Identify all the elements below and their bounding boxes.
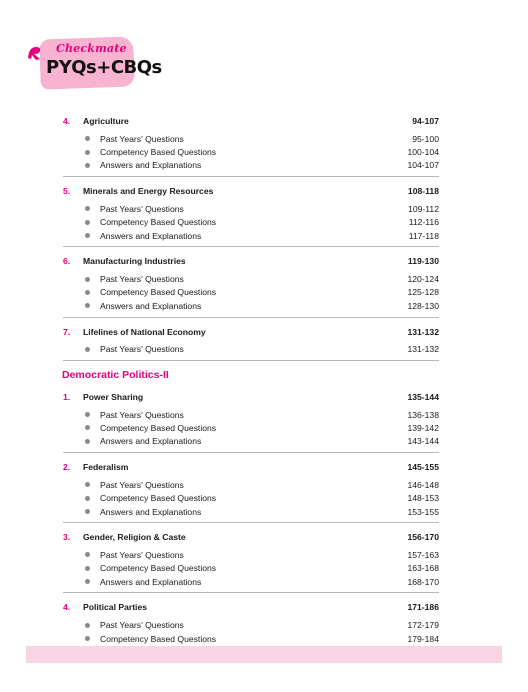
bullet-icon	[85, 496, 90, 501]
bullet-icon	[85, 347, 90, 352]
sub-item-pages: 112-116	[408, 217, 439, 228]
bullet-icon	[85, 425, 90, 430]
logo-main-text: PYQs+CBQs	[46, 57, 162, 78]
toc-sub-item	[63, 408, 439, 421]
bullet-icon	[85, 206, 90, 211]
chapter-section	[63, 459, 439, 523]
bullet-icon	[85, 233, 90, 238]
sub-item-pages: 125-128	[407, 287, 439, 298]
bullet-icon	[85, 636, 90, 641]
sub-item-label: Past Years' Questions	[100, 409, 184, 420]
chapter-section	[63, 389, 439, 453]
chapter-number: 4.	[63, 602, 71, 613]
sub-item-label: Past Years' Questions	[100, 549, 184, 560]
sub-item-label: Past Years' Questions	[100, 203, 184, 214]
chapter-number: 1.	[63, 391, 71, 402]
chapter-row	[63, 389, 439, 405]
sub-item-pages: 157-163	[407, 549, 439, 560]
toc-sub-item	[63, 491, 439, 504]
toc-sub-item	[63, 343, 439, 356]
chapter-row	[63, 253, 439, 269]
chapter-row	[63, 599, 439, 615]
toc-sub-item	[63, 548, 439, 561]
chapter-pages: 156-170	[407, 532, 439, 543]
chapter-row	[63, 183, 439, 199]
chapter-number: 6.	[63, 256, 71, 267]
chapter-pages: 171-186	[407, 602, 439, 613]
chapter-title: Political Parties	[83, 602, 148, 613]
chapter-pages: 145-155	[407, 462, 439, 473]
chapter-pages: 94-107	[412, 116, 439, 126]
toc-sub-item	[63, 618, 439, 631]
checkmate-logo	[26, 38, 162, 88]
sub-item-pages: 95-100	[412, 133, 439, 144]
chapter-section	[63, 253, 439, 317]
bullet-icon	[85, 552, 90, 557]
chapter-row	[63, 324, 439, 340]
toc-sub-item	[63, 132, 439, 145]
sub-item-label: Answers and Explanations	[100, 576, 202, 587]
sub-item-label: Competency Based Questions	[100, 493, 217, 504]
sub-item-label: Competency Based Questions	[100, 217, 217, 228]
sub-item-pages: 179-184	[407, 633, 439, 644]
toc-sub-item	[63, 299, 439, 312]
chapter-title: Manufacturing Industries	[83, 256, 186, 267]
chapter-number: 3.	[63, 532, 71, 543]
bullet-icon	[85, 150, 90, 155]
sub-item-label: Answers and Explanations	[100, 436, 202, 447]
bullet-icon	[85, 277, 90, 282]
toc-sub-item	[63, 505, 439, 518]
logo-mark-icon	[26, 44, 44, 62]
chapter-pages: 108-118	[407, 186, 439, 197]
chapter-title: Minerals and Energy Resources	[83, 186, 214, 197]
bullet-icon	[85, 220, 90, 225]
sub-item-pages: 153-155	[407, 506, 439, 517]
sub-item-label: Competency Based Questions	[100, 422, 217, 433]
chapter-number: 2.	[63, 462, 71, 473]
sub-item-pages: 136-138	[407, 409, 439, 420]
chapter-section	[63, 183, 439, 247]
toc-sub-item	[63, 435, 439, 448]
sub-item-pages: 139-142	[407, 422, 439, 433]
chapter-section	[63, 529, 439, 593]
sub-item-label: Answers and Explanations	[100, 300, 202, 311]
chapter-pages: 119-130	[407, 256, 439, 267]
chapter-title: Federalism	[83, 462, 129, 473]
sub-item-pages: 104-107	[407, 160, 439, 171]
sub-item-pages: 148-153	[407, 493, 439, 504]
toc-sub-item	[63, 202, 439, 215]
chapter-number: 7.	[63, 326, 71, 337]
sub-item-label: Competency Based Questions	[100, 633, 217, 644]
toc-sub-item	[63, 216, 439, 229]
toc-sub-item	[63, 272, 439, 285]
chapter-section	[63, 113, 439, 177]
bullet-icon	[85, 566, 90, 571]
politics-chapter-list	[63, 389, 439, 663]
chapter-pages: 135-144	[407, 391, 439, 402]
bullet-icon	[85, 579, 90, 584]
sub-item-pages: 120-124	[407, 274, 439, 285]
toc-sub-item	[63, 632, 439, 645]
bullet-icon	[85, 163, 90, 168]
bullet-icon	[85, 509, 90, 514]
footer-band	[26, 646, 502, 663]
chapter-row	[63, 113, 439, 129]
bullet-icon	[85, 623, 90, 628]
sub-item-pages: 172-179	[407, 620, 439, 631]
bullet-icon	[85, 439, 90, 444]
bullet-icon	[85, 412, 90, 417]
sub-item-pages: 131-132	[407, 344, 439, 355]
sub-item-label: Answers and Explanations	[100, 506, 202, 517]
toc-sub-item	[63, 229, 439, 242]
toc-sub-item	[63, 562, 439, 575]
bullet-icon	[85, 290, 90, 295]
sub-item-label: Competency Based Questions	[100, 147, 217, 158]
chapter-title: Agriculture	[83, 116, 129, 126]
bullet-icon	[85, 136, 90, 141]
chapter-title: Gender, Religion & Caste	[83, 532, 186, 543]
bullet-icon	[85, 482, 90, 487]
logo-script-text: Checkmate	[56, 42, 127, 55]
sub-item-pages: 143-144	[407, 436, 439, 447]
sub-item-pages: 117-118	[408, 230, 439, 241]
sub-item-label: Past Years' Questions	[100, 620, 184, 631]
toc-sub-item	[63, 421, 439, 434]
sub-item-pages: 146-148	[407, 479, 439, 490]
chapter-title: Lifelines of National Economy	[83, 326, 206, 337]
sub-item-label: Answers and Explanations	[100, 160, 202, 171]
geography-chapter-list	[63, 113, 439, 361]
sub-item-pages: 168-170	[407, 576, 439, 587]
sub-item-pages: 109-112	[408, 203, 439, 214]
chapter-row	[63, 529, 439, 545]
sub-item-pages: 100-104	[407, 147, 439, 158]
sub-item-pages: 163-168	[407, 563, 439, 574]
chapter-section	[63, 324, 439, 361]
chapter-title: Power Sharing	[83, 391, 144, 402]
sub-item-label: Answers and Explanations	[100, 230, 202, 241]
toc-sub-item	[63, 286, 439, 299]
sub-item-label: Past Years' Questions	[100, 344, 184, 355]
toc-sub-item	[63, 478, 439, 491]
chapter-pages: 131-132	[407, 326, 439, 337]
table-of-contents	[63, 113, 439, 669]
chapter-number: 5.	[63, 186, 71, 197]
sub-item-label: Competency Based Questions	[100, 563, 217, 574]
toc-sub-item	[63, 145, 439, 158]
sub-item-label: Competency Based Questions	[100, 287, 217, 298]
toc-sub-item	[63, 159, 439, 172]
sub-item-label: Past Years' Questions	[100, 479, 184, 490]
sub-item-label: Past Years' Questions	[100, 274, 184, 285]
chapter-number: 4.	[63, 116, 71, 126]
part-heading: Democratic Politics-II	[62, 368, 169, 381]
bullet-icon	[85, 303, 90, 308]
sub-item-label: Past Years' Questions	[100, 133, 184, 144]
toc-sub-item	[63, 575, 439, 588]
sub-item-pages: 128-130	[407, 300, 439, 311]
chapter-row	[63, 459, 439, 475]
